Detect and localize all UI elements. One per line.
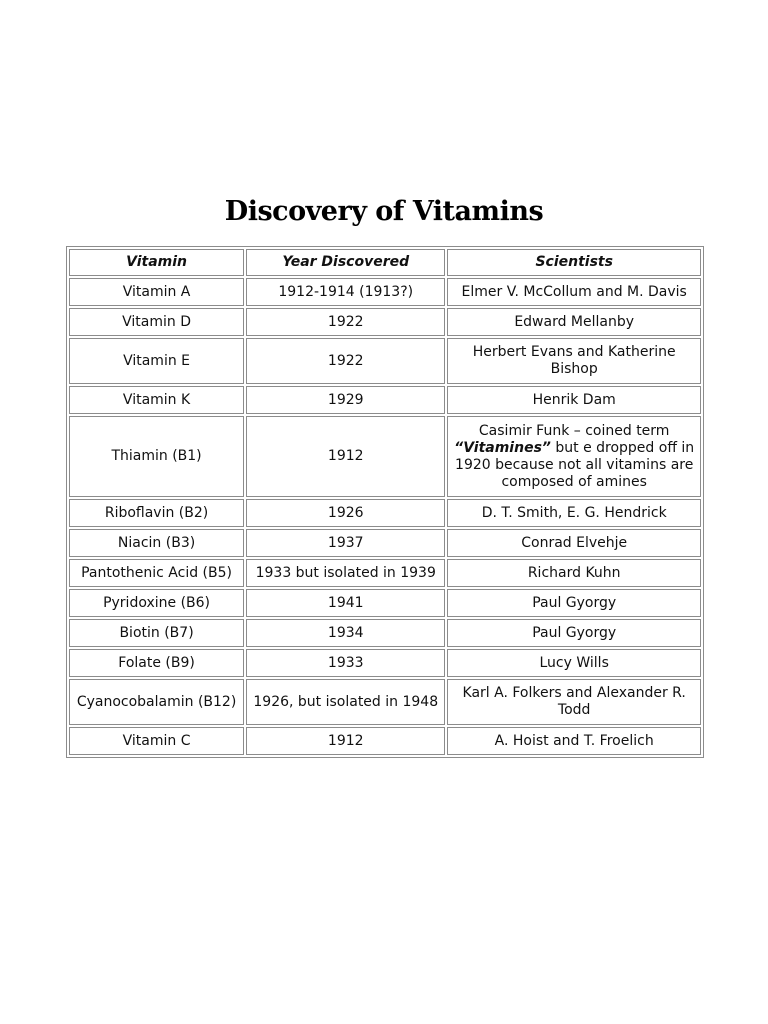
cell-year: 1934 bbox=[246, 619, 445, 647]
document-title: Discovery of Vitamins bbox=[224, 196, 544, 227]
cell-vitamin: Folate (B9) bbox=[69, 649, 244, 677]
cell-scientists: D. T. Smith, E. G. Hendrick bbox=[447, 499, 701, 527]
scientists-text-pre: Casimir Funk – coined term bbox=[478, 422, 670, 439]
cell-scientists: Richard Kuhn bbox=[447, 559, 701, 587]
table-row bbox=[69, 619, 701, 647]
cell-vitamin: Cyanocobalamin (B12) bbox=[69, 679, 244, 725]
cell-scientists bbox=[447, 416, 701, 497]
cell-scientists: Paul Gyorgy bbox=[447, 619, 701, 647]
column-header-scientists: Scientists bbox=[447, 249, 701, 276]
cell-year: 1912 bbox=[246, 727, 445, 755]
scientists-emphasis-term: “Vitamines” bbox=[454, 439, 551, 456]
cell-vitamin: Riboflavin (B2) bbox=[69, 499, 244, 527]
table-row bbox=[69, 499, 701, 527]
table-row bbox=[69, 727, 701, 755]
cell-year: 1929 bbox=[246, 386, 445, 414]
table-row bbox=[69, 559, 701, 587]
cell-scientists: Karl A. Folkers and Alexander R. Todd bbox=[447, 679, 701, 725]
cell-year: 1933 bbox=[246, 649, 445, 677]
cell-vitamin: Vitamin A bbox=[69, 278, 244, 306]
cell-scientists: Edward Mellanby bbox=[447, 308, 701, 336]
cell-scientists: Elmer V. McCollum and M. Davis bbox=[447, 278, 701, 306]
cell-year: 1926, but isolated in 1948 bbox=[246, 679, 445, 725]
cell-vitamin: Vitamin K bbox=[69, 386, 244, 414]
table-row bbox=[69, 338, 701, 384]
cell-vitamin: Biotin (B7) bbox=[69, 619, 244, 647]
cell-scientists: Conrad Elvehje bbox=[447, 529, 701, 557]
cell-scientists: Herbert Evans and Katherine Bishop bbox=[447, 338, 701, 384]
vitamins-table bbox=[66, 246, 704, 758]
cell-year: 1912 bbox=[246, 416, 445, 497]
table-row bbox=[69, 679, 701, 725]
table-row bbox=[69, 416, 701, 497]
table-row bbox=[69, 589, 701, 617]
cell-year: 1941 bbox=[246, 589, 445, 617]
cell-scientists: Henrik Dam bbox=[447, 386, 701, 414]
cell-scientists: Lucy Wills bbox=[447, 649, 701, 677]
cell-year: 1912-1914 (1913?) bbox=[246, 278, 445, 306]
cell-vitamin: Niacin (B3) bbox=[69, 529, 244, 557]
table-row bbox=[69, 278, 701, 306]
vitamins-table-container bbox=[66, 246, 704, 758]
cell-year: 1922 bbox=[246, 308, 445, 336]
cell-vitamin: Thiamin (B1) bbox=[69, 416, 244, 497]
scientists-text-post: but e dropped off in 1920 because not all vitamins are composed of amines bbox=[455, 439, 695, 490]
table-header-row bbox=[69, 249, 701, 276]
cell-vitamin: Pantothenic Acid (B5) bbox=[69, 559, 244, 587]
cell-vitamin: Vitamin C bbox=[69, 727, 244, 755]
cell-year: 1922 bbox=[246, 338, 445, 384]
cell-year: 1933 but isolated in 1939 bbox=[246, 559, 445, 587]
table-row bbox=[69, 529, 701, 557]
column-header-year: Year Discovered bbox=[246, 249, 445, 276]
table-row bbox=[69, 386, 701, 414]
cell-year: 1937 bbox=[246, 529, 445, 557]
table-row bbox=[69, 308, 701, 336]
cell-scientists: Paul Gyorgy bbox=[447, 589, 701, 617]
cell-scientists: A. Hoist and T. Froelich bbox=[447, 727, 701, 755]
table-row bbox=[69, 649, 701, 677]
cell-vitamin: Vitamin E bbox=[69, 338, 244, 384]
cell-vitamin: Pyridoxine (B6) bbox=[69, 589, 244, 617]
column-header-vitamin: Vitamin bbox=[69, 249, 244, 276]
cell-year: 1926 bbox=[246, 499, 445, 527]
cell-vitamin: Vitamin D bbox=[69, 308, 244, 336]
